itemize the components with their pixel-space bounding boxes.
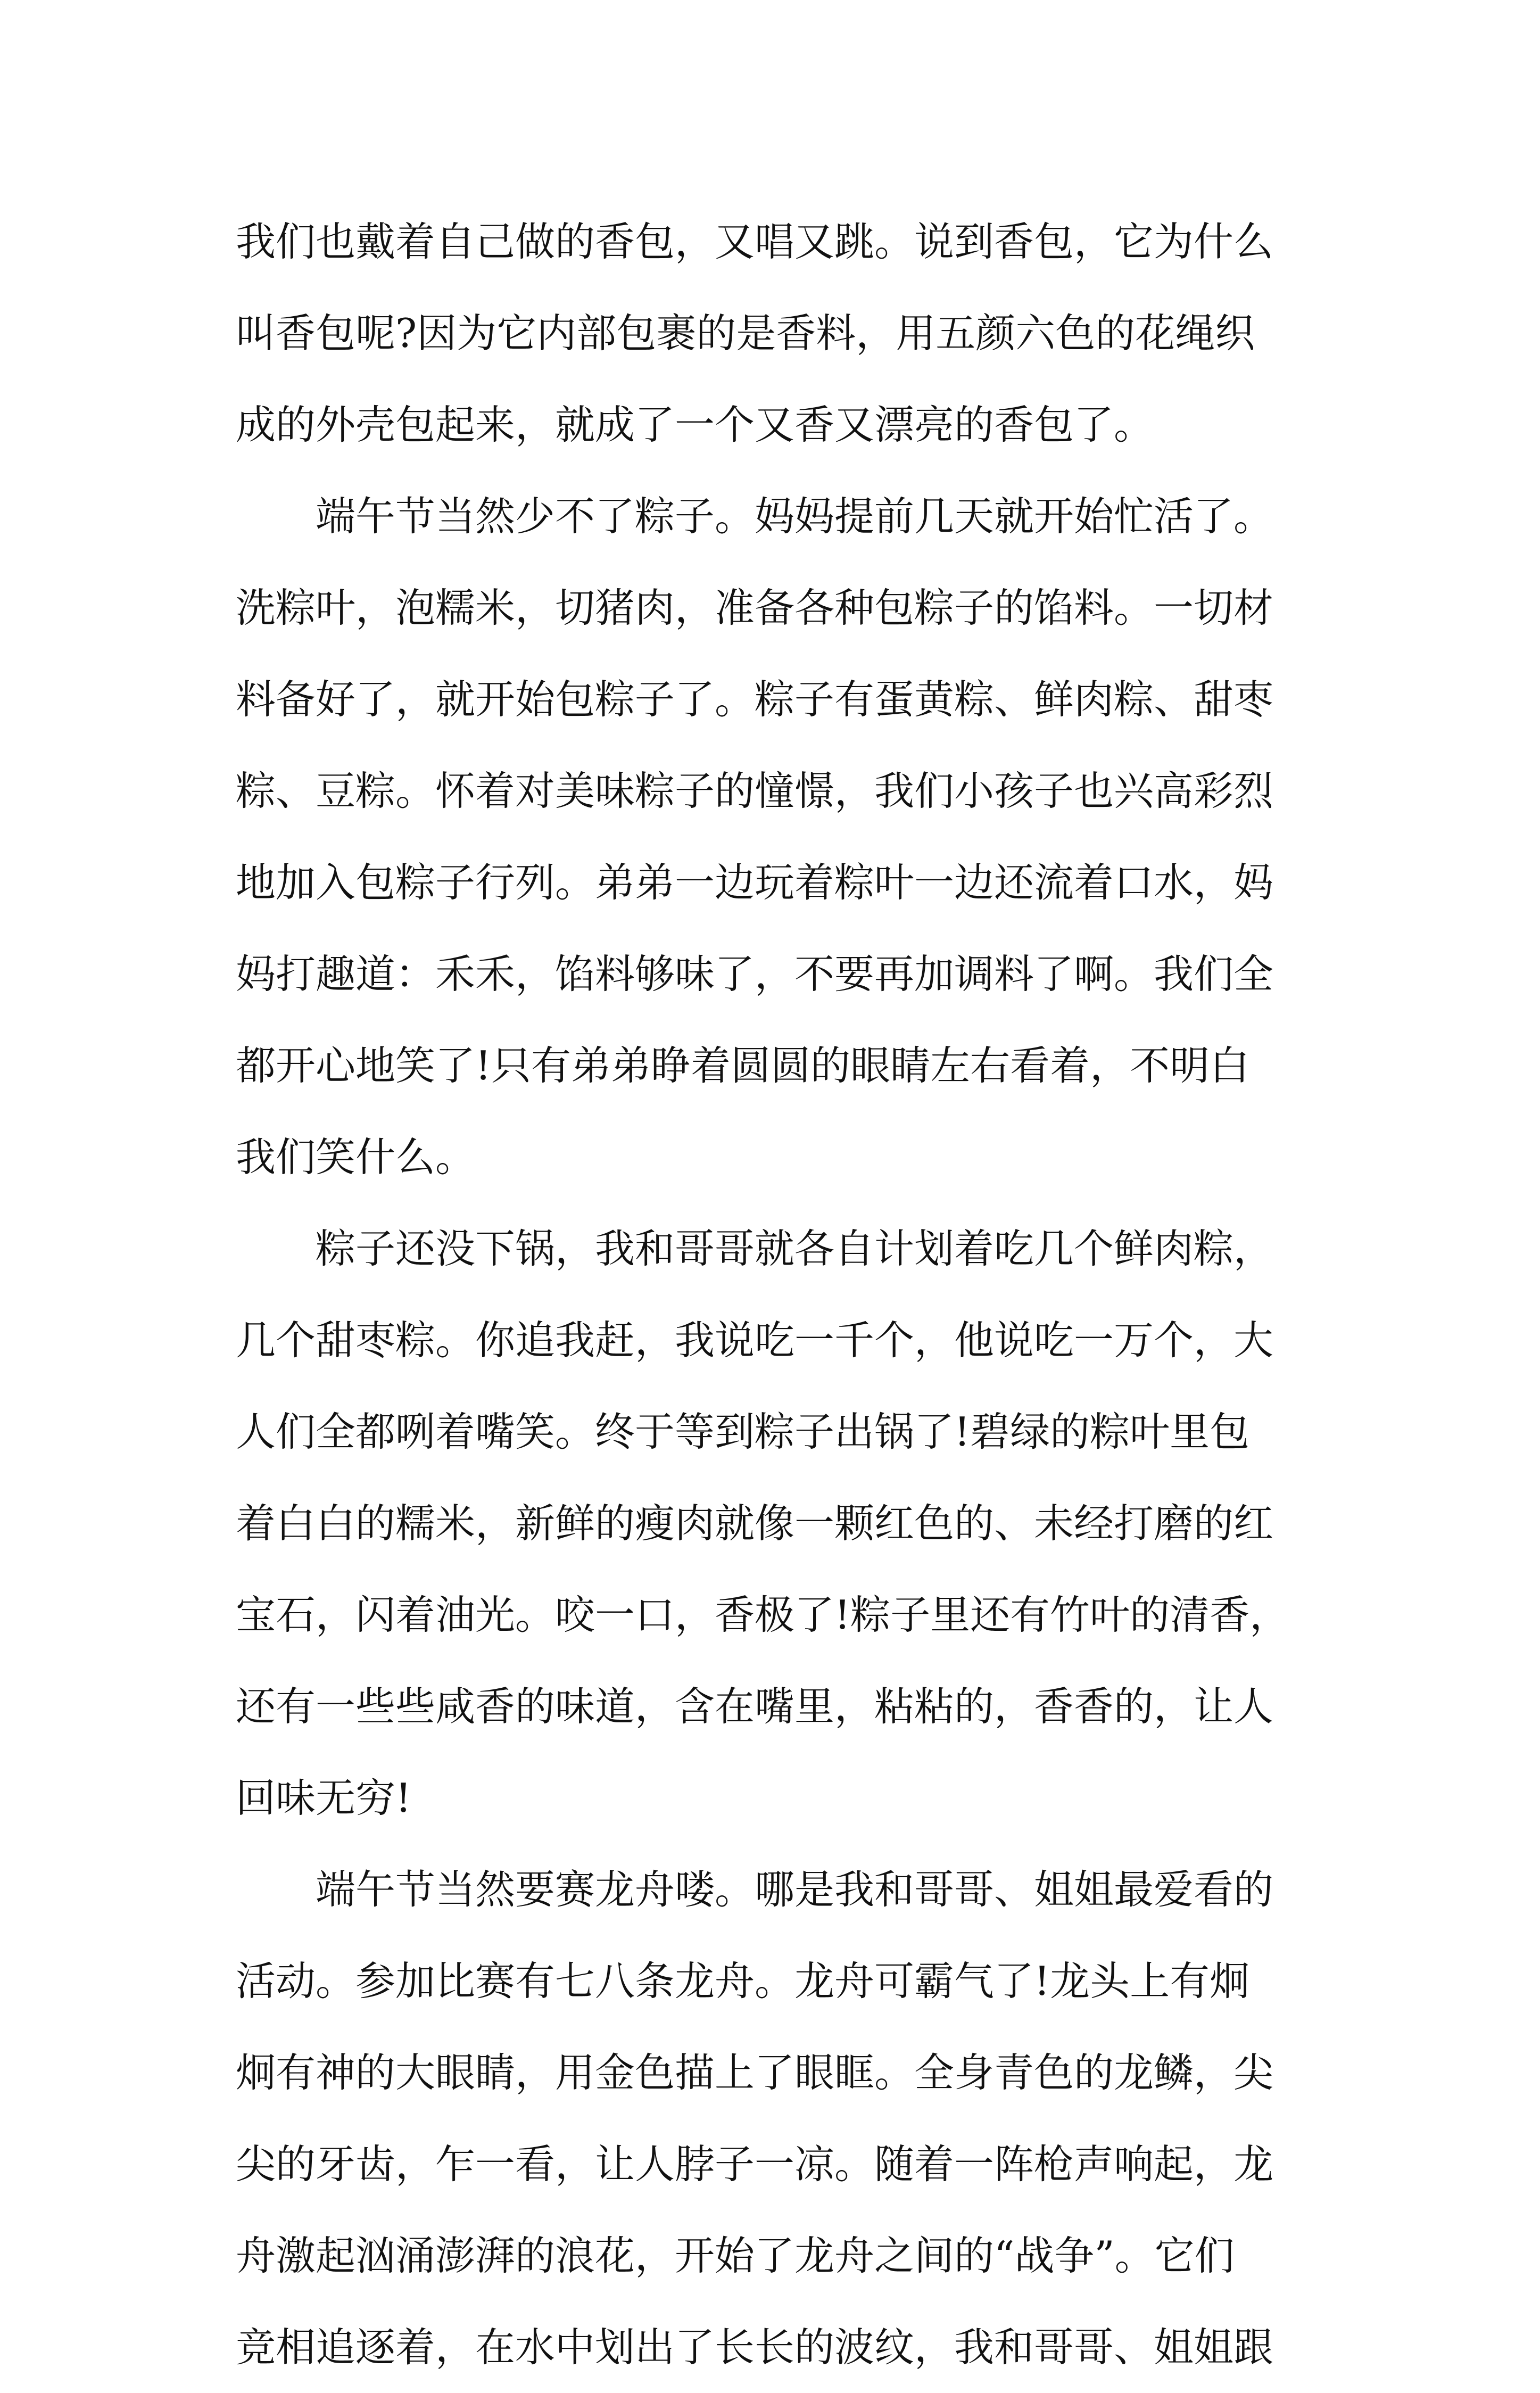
paragraph-first-line: 粽子还没下锅，我和哥哥就各自计划着吃几个鲜肉粽，	[316, 1225, 1274, 1272]
text-line: 地加入包粽子行列。弟弟一边玩着粽叶一边还流着口水，妈	[236, 859, 1274, 906]
text-line: 还有一些些咸香的味道，含在嘴里，粘粘的，香香的，让人	[236, 1683, 1274, 1730]
text-line: 我们笑什么。	[236, 1134, 476, 1181]
text-line: 洗粽叶，泡糯米，切猪肉，准备各种包粽子的馅料。一切材	[236, 584, 1274, 631]
text-line: 粽、豆粽。怀着对美味粽子的憧憬，我们小孩子也兴高彩烈	[236, 768, 1274, 814]
text-line: 尖的牙齿，乍一看，让人脖子一凉。随着一阵枪声响起，龙	[236, 2141, 1274, 2188]
text-line: 几个甜枣粽。你追我赶，我说吃一千个，他说吃一万个，大	[236, 1317, 1274, 1364]
text-line: 妈打趣道：禾禾，馅料够味了，不要再加调料了啊。我们全	[236, 951, 1274, 997]
text-line: 叫香包呢?因为它内部包裹的是香料，用五颜六色的花绳织	[236, 310, 1255, 357]
text-line: 我们也戴着自己做的香包，又唱又跳。说到香包，它为什么	[236, 218, 1274, 265]
text-line: 都开心地笑了!只有弟弟睁着圆圆的眼睛左右看着，不明白	[236, 1042, 1250, 1089]
text-line: 宝石，闪着油光。咬一口，香极了!粽子里还有竹叶的清香，	[236, 1591, 1290, 1638]
text-line: 炯有神的大眼睛，用金色描上了眼眶。全身青色的龙鳞，尖	[236, 2049, 1274, 2096]
body-text	[236, 196, 1305, 2393]
text-line: 竞相追逐着，在水中划出了长长的波纹，我和哥哥、姐姐跟	[236, 2324, 1274, 2371]
text-line: 人们全都咧着嘴笑。终于等到粽子出锅了!碧绿的粽叶里包	[236, 1408, 1250, 1455]
text-line: 活动。参加比赛有七八条龙舟。龙舟可霸气了!龙头上有炯	[236, 1958, 1250, 2004]
text-line: 舟激起汹涌澎湃的浪花，开始了龙舟之间的“战争”。它们	[236, 2232, 1235, 2279]
text-line: 着白白的糯米，新鲜的瘦肉就像一颗红色的、未经打磨的红	[236, 1500, 1274, 1547]
paragraph-first-line: 端午节当然要赛龙舟喽。哪是我和哥哥、姐姐最爱看的	[316, 1866, 1274, 1913]
text-line: 成的外壳包起来，就成了一个又香又漂亮的香包了。	[236, 401, 1154, 448]
text-line: 料备好了，就开始包粽子了。粽子有蛋黄粽、鲜肉粽、甜枣	[236, 676, 1274, 723]
paragraph-first-line: 端午节当然少不了粽子。妈妈提前几天就开始忙活了。	[316, 493, 1274, 540]
text-line: 回味无穷!	[236, 1775, 412, 1821]
